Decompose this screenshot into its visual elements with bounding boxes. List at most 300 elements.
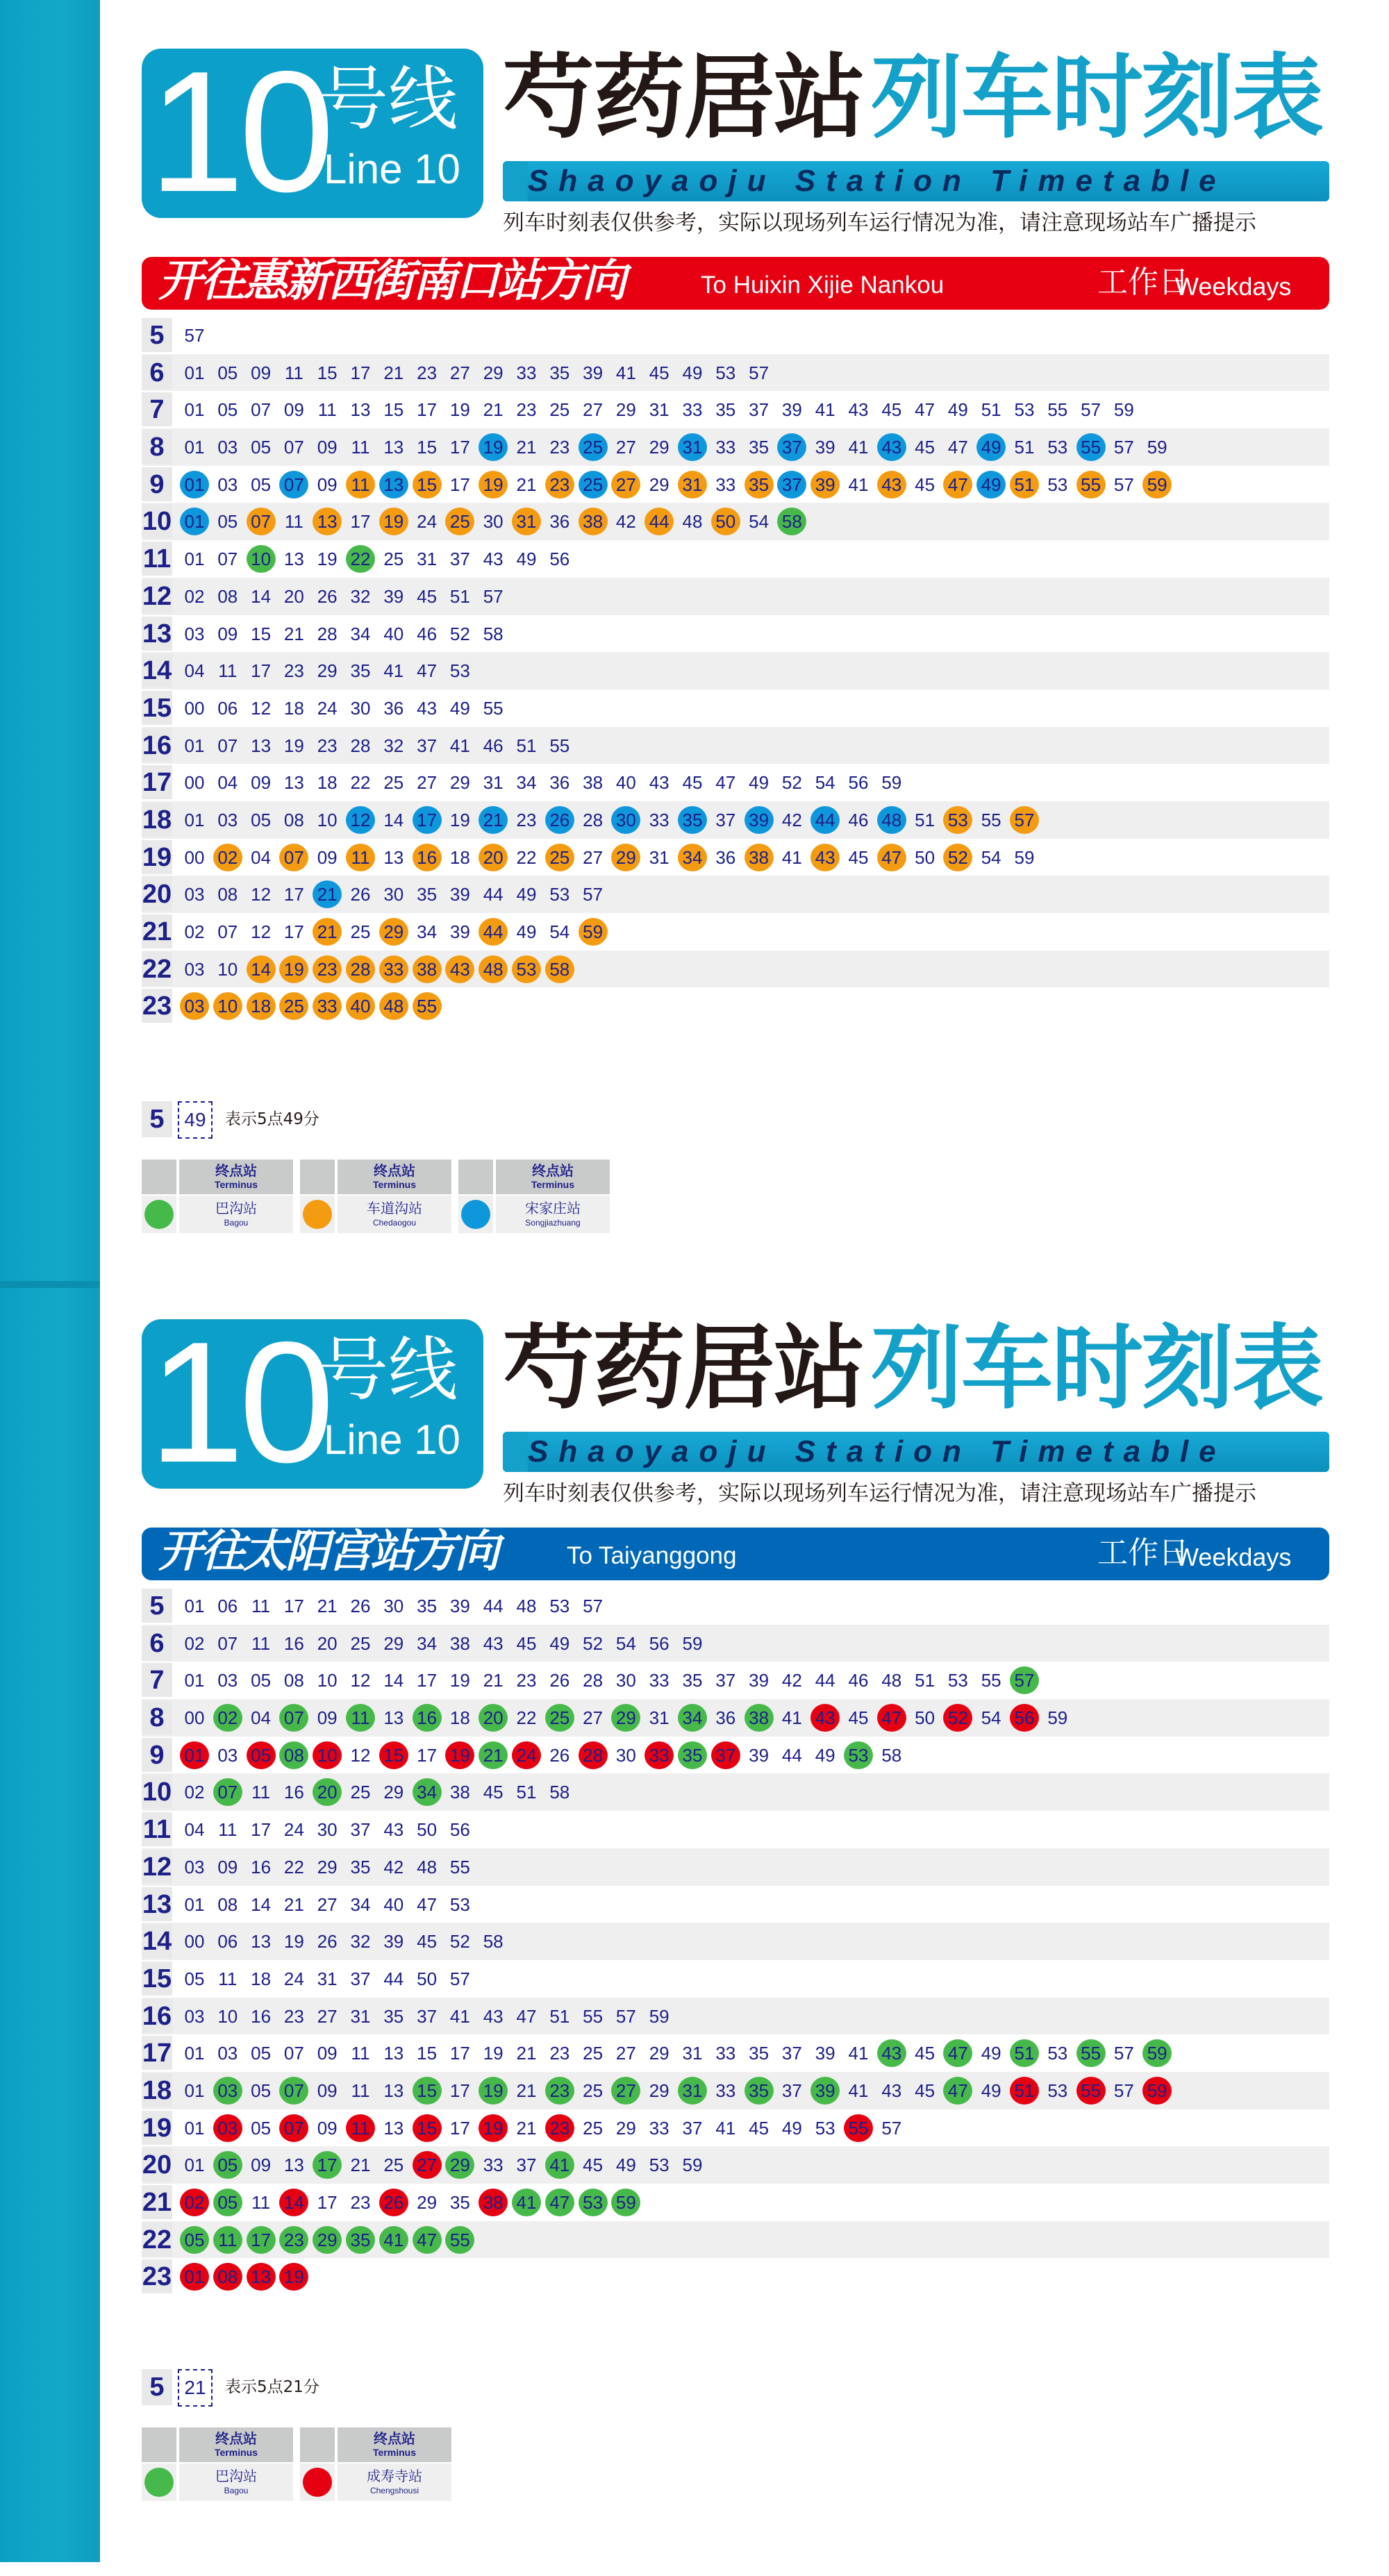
minute-entry: 33 — [715, 2043, 736, 2064]
minute-entry: 53 — [715, 362, 736, 383]
minute-entry-terminus: 14 — [247, 955, 276, 983]
minute-entry-terminus: 44 — [479, 918, 508, 946]
minute-entry-terminus: 52 — [943, 844, 972, 871]
minute-entry-terminus: 07 — [279, 2077, 308, 2105]
hour-label: 15 — [142, 1962, 172, 1996]
page-title: 列车时刻表 — [871, 1315, 1322, 1422]
minute-entry: 05 — [251, 1670, 272, 1691]
minute-entry: 32 — [350, 1931, 371, 1952]
minute-entry: 21 — [516, 437, 537, 458]
minute-entry: 45 — [848, 846, 869, 868]
minute-entry: 48 — [881, 1670, 902, 1691]
line-badge — [142, 35, 483, 228]
minute-entry-terminus: 31 — [678, 471, 707, 499]
minute-entry: 17 — [449, 437, 470, 458]
legend-color-dot — [303, 2468, 332, 2497]
timetable-row — [142, 428, 1329, 466]
minute-entry: 47 — [715, 772, 736, 794]
minute-entry-terminus: 29 — [445, 2151, 474, 2179]
minute-entry: 09 — [217, 623, 238, 644]
minute-entry: 21 — [483, 399, 504, 421]
hour-label: 5 — [142, 318, 172, 352]
minute-entry: 01 — [184, 1893, 205, 1915]
minute-entry-terminus: 07 — [279, 844, 308, 871]
minute-entry: 07 — [217, 921, 238, 942]
hour-label: 20 — [142, 877, 172, 911]
minute-entry-terminus: 43 — [877, 2039, 906, 2067]
minute-entry: 49 — [516, 884, 537, 905]
minute-entry: 03 — [184, 884, 205, 905]
minute-entry: 08 — [283, 809, 304, 830]
minute-entry: 07 — [217, 549, 238, 570]
minute-entry-terminus: 38 — [413, 955, 442, 983]
legend-terminus-en: Songjiazhuang — [525, 1218, 581, 1228]
timetable-row — [142, 2072, 1329, 2109]
minute-entry: 23 — [516, 1670, 537, 1691]
minute-entry-terminus: 43 — [445, 955, 474, 983]
minute-entry: 00 — [184, 1931, 205, 1952]
minute-entry: 44 — [781, 1744, 802, 1766]
minute-entry: 47 — [417, 1893, 438, 1915]
minute-entry: 36 — [549, 772, 570, 794]
direction-bar — [142, 257, 1329, 310]
minute-entry: 37 — [350, 1968, 371, 1989]
minute-entry: 31 — [350, 2005, 371, 2027]
legend-header-cn: 终点站 — [532, 1162, 574, 1179]
minute-entry-terminus: 19 — [279, 2263, 308, 2291]
timetable-row — [142, 652, 1329, 689]
page-title: 列车时刻表 — [871, 44, 1322, 151]
minute-entry: 44 — [483, 884, 504, 905]
minute-entry: 29 — [483, 362, 504, 383]
minute-entry-terminus: 25 — [279, 992, 308, 1020]
minute-entry: 08 — [217, 884, 238, 905]
legend-terminus-cn: 巴沟站 — [215, 1200, 257, 1216]
minute-entry: 57 — [1113, 474, 1134, 495]
minute-entry-terminus: 17 — [247, 2226, 276, 2254]
minute-entry: 52 — [781, 772, 802, 794]
minute-entry: 29 — [449, 772, 470, 794]
hour-label: 11 — [142, 1812, 172, 1846]
minute-entry: 35 — [749, 437, 770, 458]
minute-entry: 04 — [251, 1707, 272, 1729]
minute-entry: 55 — [549, 735, 570, 756]
legend-color-dot — [144, 2468, 174, 2497]
hour-label: 13 — [142, 617, 172, 651]
line-label-en: Line 10 — [324, 1416, 460, 1463]
minute-entry-terminus: 07 — [279, 2114, 308, 2142]
timetable-row — [142, 727, 1329, 764]
minute-entry-terminus: 10 — [247, 545, 276, 573]
hour-label: 21 — [142, 2185, 172, 2219]
minute-entry-terminus: 07 — [213, 1778, 242, 1806]
minute-entry-terminus: 47 — [877, 1704, 906, 1732]
minute-entry-terminus: 38 — [745, 844, 774, 871]
minute-entry-terminus: 38 — [579, 508, 608, 535]
minute-entry-terminus: 21 — [313, 880, 342, 908]
minute-entry: 17 — [317, 2192, 338, 2213]
minute-entry: 35 — [417, 1596, 438, 1616]
minute-entry: 32 — [383, 735, 404, 756]
minute-entry-terminus: 33 — [313, 992, 342, 1020]
legend-terminus-cn: 车道沟站 — [367, 1200, 422, 1216]
minute-entry: 17 — [417, 1670, 438, 1691]
minute-entry: 05 — [217, 399, 238, 421]
minute-entry: 19 — [283, 735, 304, 756]
minute-entry: 39 — [449, 921, 470, 942]
minute-entry: 13 — [383, 1707, 404, 1729]
minute-entry: 08 — [217, 585, 238, 607]
legend-header-blank — [300, 1160, 335, 1194]
legend-terminus — [179, 1196, 293, 1233]
hour-label: 10 — [142, 1775, 172, 1809]
minute-entry: 54 — [615, 1632, 636, 1654]
minute-entry: 09 — [317, 2080, 338, 2101]
minute-entry: 01 — [184, 2117, 205, 2139]
example-entry — [142, 2369, 319, 2407]
minute-entry: 25 — [583, 2117, 604, 2139]
minute-entry: 11 — [317, 399, 337, 421]
hour-label: 8 — [142, 430, 172, 464]
minute-entry: 41 — [848, 437, 869, 458]
minute-entry: 31 — [317, 1968, 338, 1989]
minute-entry-terminus: 51 — [1010, 471, 1039, 499]
minute-entry: 33 — [715, 437, 736, 458]
minute-entry: 09 — [283, 399, 304, 421]
minute-entry: 11 — [284, 362, 303, 383]
sidebar-divider — [0, 1281, 100, 1288]
minute-entry-terminus: 37 — [777, 471, 806, 499]
minute-entry-terminus: 31 — [678, 2077, 707, 2105]
minute-entry: 14 — [383, 809, 404, 830]
legend-terminus-en: Bagou — [224, 2486, 249, 2495]
legend-terminus-cn: 成寿寺站 — [367, 2468, 422, 2484]
minute-entry-terminus: 01 — [180, 1741, 209, 1769]
minute-entry: 13 — [383, 2043, 404, 2064]
minute-entry: 22 — [350, 772, 371, 794]
minute-entry: 46 — [417, 623, 438, 644]
minute-entry: 29 — [615, 399, 636, 421]
minute-entry-terminus: 47 — [943, 2039, 972, 2067]
minute-entry: 39 — [383, 1931, 404, 1952]
minute-entry: 57 — [615, 2005, 636, 2027]
minute-entry: 42 — [383, 1856, 404, 1877]
timetable-grid — [142, 1587, 1329, 2295]
minute-entry: 38 — [449, 1782, 470, 1803]
minute-entry: 57 — [1113, 437, 1134, 458]
minute-entry: 26 — [317, 585, 338, 607]
minute-entry: 45 — [516, 1632, 537, 1654]
minute-entry: 09 — [251, 362, 272, 383]
minute-entry: 45 — [417, 1931, 438, 1952]
hour-label: 23 — [142, 989, 172, 1023]
minute-entry: 43 — [881, 2080, 902, 2101]
minute-entry-terminus: 20 — [479, 844, 508, 871]
timetable-row — [142, 801, 1329, 839]
minute-entry: 30 — [383, 884, 404, 905]
hour-label: 13 — [142, 1887, 172, 1921]
minute-entry: 27 — [583, 846, 604, 868]
minute-entry: 21 — [350, 2155, 371, 2176]
legend-item — [142, 2427, 293, 2501]
minute-entry: 53 — [815, 2117, 835, 2139]
minute-entry: 16 — [251, 1856, 272, 1877]
hour-label: 19 — [142, 2111, 172, 2145]
timetable-row — [142, 578, 1329, 615]
minute-entry-terminus: 25 — [579, 471, 608, 499]
minute-entry: 17 — [283, 921, 304, 942]
minute-entry: 01 — [184, 399, 205, 421]
minute-entry: 09 — [317, 437, 338, 458]
minute-entry-terminus: 17 — [313, 2151, 342, 2179]
minute-entry: 26 — [317, 1931, 338, 1952]
minute-entry-terminus: 02 — [213, 1704, 242, 1732]
minute-entry: 29 — [317, 660, 338, 682]
minute-entry: 53 — [449, 1893, 470, 1915]
minute-entry: 13 — [283, 772, 304, 794]
minute-entry-terminus: 01 — [180, 471, 209, 499]
minute-entry-terminus: 39 — [810, 471, 840, 499]
minute-entry: 05 — [251, 474, 272, 495]
minute-entry: 55 — [583, 2005, 604, 2027]
minute-entry: 36 — [715, 1707, 736, 1729]
line-number: 10 — [149, 35, 329, 228]
minute-entry: 51 — [981, 399, 1001, 421]
minute-entry: 53 — [1047, 2080, 1068, 2101]
minute-entry: 29 — [317, 1856, 338, 1877]
minute-entry: 40 — [383, 623, 404, 644]
minute-entry: 45 — [417, 585, 438, 607]
minute-entry: 57 — [881, 2117, 902, 2139]
minute-entry-terminus: 57 — [1010, 1666, 1039, 1694]
minute-entry: 38 — [583, 772, 604, 794]
legend-terminus-en: Chengshousi — [369, 2486, 419, 2495]
minute-entry: 39 — [449, 1596, 470, 1616]
minute-entry: 58 — [881, 1744, 902, 1766]
minute-entry: 14 — [251, 585, 272, 607]
minute-entry: 33 — [715, 2080, 736, 2101]
legend-header — [338, 2427, 451, 2462]
timetable-section-taiyanggong — [142, 1305, 1329, 2576]
minute-entry: 37 — [516, 2155, 537, 2176]
minute-entry: 17 — [449, 2080, 470, 2101]
minute-entry: 37 — [449, 549, 470, 570]
minute-entry: 30 — [483, 511, 504, 533]
legend-color-dot — [144, 1200, 174, 1229]
minute-entry: 29 — [417, 2192, 438, 2213]
minute-entry: 03 — [217, 1744, 238, 1766]
minute-entry: 56 — [848, 772, 869, 794]
minute-entry: 17 — [283, 884, 304, 905]
minute-entry: 11 — [251, 1596, 271, 1616]
minute-entry: 45 — [881, 399, 902, 421]
minute-entry: 31 — [649, 1707, 669, 1729]
minute-entry: 23 — [417, 362, 438, 383]
minute-entry-terminus: 11 — [346, 2114, 375, 2142]
minute-entry: 03 — [184, 958, 205, 980]
hour-label: 19 — [142, 840, 172, 874]
minute-entry: 17 — [449, 2043, 470, 2064]
minute-entry: 33 — [483, 2155, 504, 2176]
legend-terminus — [179, 2464, 293, 2501]
minute-entry-terminus: 58 — [777, 508, 806, 535]
minute-entry-terminus: 05 — [247, 1741, 276, 1769]
minute-entry-terminus: 47 — [545, 2189, 574, 2216]
minute-entry: 47 — [417, 660, 438, 682]
minute-entry-terminus: 48 — [379, 992, 408, 1020]
minute-entry-terminus: 48 — [877, 806, 906, 834]
hour-label: 6 — [142, 356, 172, 390]
legend-header-en: Terminus — [215, 1179, 258, 1190]
minute-entry: 28 — [350, 735, 371, 756]
legend-header-blank — [300, 2427, 335, 2462]
minute-entry: 35 — [383, 2005, 404, 2027]
minute-entry: 45 — [583, 2155, 604, 2176]
minute-entry: 34 — [350, 1893, 371, 1915]
minute-entry: 11 — [251, 1782, 271, 1803]
minute-entry: 18 — [283, 697, 304, 719]
timetable-row — [142, 839, 1329, 876]
minute-entry-terminus: 35 — [745, 471, 774, 499]
minute-entry-terminus: 11 — [346, 844, 375, 871]
minute-entry: 23 — [350, 2192, 371, 2213]
minute-entry: 51 — [549, 2005, 570, 2027]
minute-entry: 16 — [283, 1782, 304, 1803]
minute-entry: 19 — [283, 1931, 304, 1952]
timetable-row — [142, 2221, 1329, 2259]
minute-entry: 05 — [251, 809, 272, 830]
minute-entry: 20 — [283, 585, 304, 607]
minute-entry-terminus: 41 — [545, 2151, 574, 2179]
minute-entry: 46 — [848, 1670, 869, 1691]
example-hour: 5 — [142, 1101, 172, 1137]
minute-entry: 52 — [449, 623, 470, 644]
minute-entry: 01 — [184, 2080, 205, 2101]
minute-entry: 25 — [383, 549, 404, 570]
minute-entry: 13 — [383, 2080, 404, 2101]
minute-entry: 43 — [483, 2005, 504, 2027]
legend-item — [458, 1160, 610, 1233]
direction-cn: 开往太阳宫站方向 — [158, 1526, 497, 1578]
minute-entry: 12 — [251, 921, 272, 942]
minute-entry-terminus: 27 — [413, 2151, 442, 2179]
minute-entry-terminus: 01 — [180, 508, 209, 535]
legend-header-en: Terminus — [215, 2447, 258, 2458]
minute-entry: 05 — [184, 1968, 205, 1989]
hour-label: 15 — [142, 691, 172, 725]
minute-entry: 39 — [583, 362, 604, 383]
minute-entry: 12 — [350, 1670, 371, 1691]
hour-label: 23 — [142, 2259, 172, 2293]
minute-entry: 49 — [516, 921, 537, 942]
minute-entry: 42 — [781, 809, 802, 830]
minute-entry-terminus: 21 — [479, 1741, 508, 1769]
timetable-section-huixin — [142, 35, 1329, 1305]
legend-header — [179, 1160, 293, 1194]
minute-entry: 37 — [781, 2043, 802, 2064]
minute-entry: 13 — [350, 399, 371, 421]
minute-entry: 11 — [351, 2043, 370, 2064]
hour-label: 7 — [142, 392, 172, 426]
station-name: 芍药居站 — [503, 1315, 864, 1422]
hour-label: 14 — [142, 1924, 172, 1958]
minute-entry: 41 — [781, 846, 802, 868]
minute-entry-terminus: 10 — [213, 992, 242, 1020]
minute-entry: 35 — [682, 1670, 703, 1691]
minute-entry-terminus: 20 — [313, 1778, 342, 1806]
minute-entry: 55 — [449, 1856, 470, 1877]
minute-entry-terminus: 25 — [445, 508, 474, 535]
minute-entry: 19 — [449, 809, 470, 830]
minute-entry: 29 — [383, 1782, 404, 1803]
minute-entry: 26 — [350, 884, 371, 905]
minute-entry: 45 — [749, 2117, 770, 2139]
minute-entry: 29 — [649, 474, 669, 495]
minute-entry-terminus: 03 — [213, 2077, 242, 2105]
minute-entry-terminus: 55 — [1076, 433, 1106, 461]
minute-entry: 57 — [583, 1596, 604, 1616]
minute-entry-terminus: 27 — [611, 471, 640, 499]
minute-entry: 17 — [283, 1596, 304, 1616]
minute-entry: 01 — [184, 2043, 205, 2064]
minute-entry: 41 — [848, 474, 869, 495]
minute-entry: 17 — [417, 399, 438, 421]
minute-entry: 53 — [1014, 399, 1035, 421]
minute-entry: 53 — [649, 2155, 669, 2176]
minute-entry-terminus: 01 — [180, 2263, 209, 2291]
timetable-row — [142, 2146, 1329, 2184]
minute-entry: 29 — [649, 2043, 669, 2064]
minute-entry-terminus: 44 — [810, 806, 840, 834]
minute-entry-terminus: 25 — [545, 1704, 574, 1732]
minute-entry: 21 — [483, 1670, 504, 1691]
minute-entry: 25 — [383, 772, 404, 794]
minute-entry-terminus: 15 — [379, 1741, 408, 1769]
minute-entry: 30 — [383, 1596, 404, 1616]
minute-entry: 21 — [516, 474, 537, 495]
minute-entry: 23 — [283, 660, 304, 682]
minute-entry-terminus: 07 — [279, 1704, 308, 1732]
minute-entry-terminus: 38 — [745, 1704, 774, 1732]
minute-entry: 45 — [649, 362, 669, 383]
minute-entry-terminus: 43 — [810, 844, 840, 871]
legend-item — [142, 1160, 293, 1233]
minute-entry: 01 — [184, 735, 205, 756]
minute-entry: 49 — [947, 399, 968, 421]
minute-entry: 06 — [217, 1596, 238, 1616]
minute-entry: 54 — [749, 511, 770, 533]
minute-entry-terminus: 23 — [279, 2226, 308, 2254]
minute-entry: 21 — [383, 362, 404, 383]
example-caption: 表示5点49分 — [225, 1110, 319, 1128]
minute-entry: 33 — [649, 809, 669, 830]
minute-entry: 43 — [483, 549, 504, 570]
minute-entry: 01 — [184, 1670, 205, 1691]
minute-entry: 50 — [417, 1819, 438, 1841]
minute-entry: 17 — [251, 1819, 272, 1841]
minute-entry-terminus: 41 — [512, 2189, 541, 2216]
timetable-row — [142, 2109, 1329, 2147]
minute-entry: 30 — [317, 1819, 338, 1841]
minute-entry-terminus: 49 — [976, 471, 1006, 499]
minute-entry: 03 — [217, 2043, 238, 2064]
minute-entry: 05 — [251, 2043, 272, 2064]
minute-entry: 11 — [351, 2080, 370, 2101]
minute-entry: 33 — [682, 399, 703, 421]
minute-entry-terminus: 23 — [545, 471, 574, 499]
minute-entry: 54 — [981, 846, 1001, 868]
minute-entry-terminus: 19 — [479, 471, 508, 499]
